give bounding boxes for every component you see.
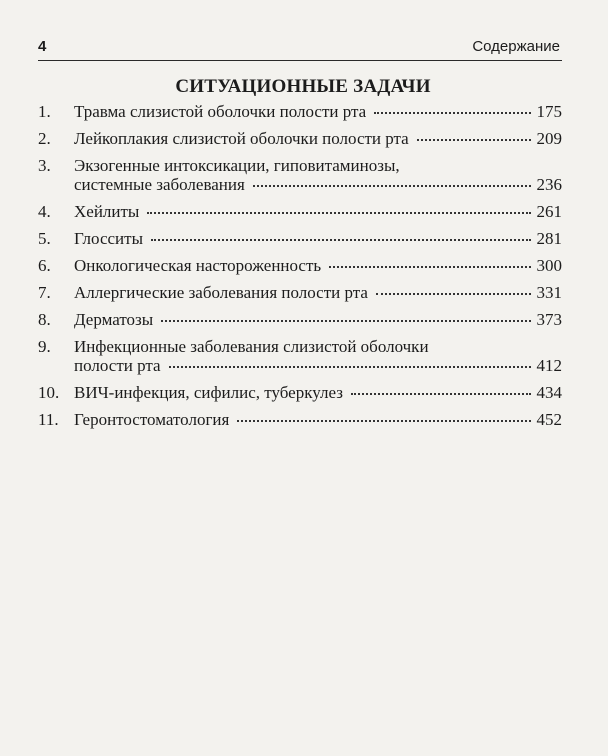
- dot-leader: [253, 185, 531, 187]
- toc-entry-page: 373: [536, 310, 562, 329]
- toc-entry-number: 9.: [38, 337, 51, 356]
- toc-entry-text: Глосситы: [74, 229, 143, 248]
- toc-entry-page: 261: [536, 202, 562, 221]
- running-head: [38, 38, 560, 58]
- toc-entry-text: Лейкоплакия слизистой оболочки полости рта: [74, 129, 409, 148]
- dot-leader: [417, 139, 531, 141]
- toc-entry-number: 5.: [38, 229, 51, 248]
- toc-entry-number: 11.: [38, 410, 59, 429]
- toc-entry-number: 8.: [38, 310, 51, 329]
- toc-entry: [38, 310, 562, 329]
- toc-entry-text: полости рта: [74, 356, 161, 375]
- toc-entry: [38, 283, 562, 302]
- toc-entry-page: 236: [536, 175, 562, 194]
- toc-entry-number: 7.: [38, 283, 51, 302]
- toc-entry-text: Инфекционные заболевания слизистой оболочки: [74, 337, 429, 356]
- dot-leader: [376, 293, 531, 295]
- toc-entry-page: 331: [536, 283, 562, 302]
- dot-leader: [161, 320, 530, 322]
- dot-leader: [169, 366, 531, 368]
- page-number: 4: [38, 38, 47, 55]
- toc-entry: [38, 229, 562, 248]
- toc-entry-page: 175: [536, 102, 562, 121]
- toc-entry-text: Аллергические заболевания полости рта: [74, 283, 368, 302]
- toc-entry: [38, 337, 562, 375]
- toc-entry-page: 434: [536, 383, 562, 402]
- toc-entry: [38, 129, 562, 148]
- dot-leader: [351, 393, 531, 395]
- toc-entry: [38, 410, 562, 429]
- header-rule: [38, 60, 562, 61]
- dot-leader: [329, 266, 530, 268]
- toc-entry-text: Хейлиты: [74, 202, 140, 221]
- toc-entry-number: 2.: [38, 129, 51, 148]
- toc-entry-text: Онкологическая настороженность: [74, 256, 322, 275]
- toc-entry-number: 3.: [38, 156, 51, 175]
- toc-entry-text: Дерматозы: [74, 310, 154, 329]
- toc-entry: [38, 156, 562, 194]
- toc-entry-page: 281: [536, 229, 562, 248]
- dot-leader: [374, 112, 530, 114]
- section-name: Содержание: [472, 38, 560, 55]
- toc-entry-text: ВИЧ-инфекция, сифилис, туберкулез: [74, 383, 343, 402]
- toc-entry: [38, 102, 562, 121]
- toc-entry-number: 6.: [38, 256, 51, 275]
- toc-entry: [38, 256, 562, 275]
- toc-entry-number: 4.: [38, 202, 51, 221]
- toc-entry-text: Травма слизистой оболочки полости рта: [74, 102, 367, 121]
- dot-leader: [147, 212, 530, 214]
- toc-entry-page: 300: [536, 256, 562, 275]
- toc-entry-text: Экзогенные интоксикации, гиповитаминозы,: [74, 156, 400, 175]
- toc-title: СИТУАЦИОННЫЕ ЗАДАЧИ: [175, 76, 431, 97]
- toc-entry-page: 412: [536, 356, 562, 375]
- dot-leader: [151, 239, 531, 241]
- toc-entry: [38, 383, 562, 402]
- toc-entry-number: 1.: [38, 102, 51, 121]
- toc-entry-text: Геронтостоматология: [74, 410, 230, 429]
- table-of-contents: [38, 102, 562, 437]
- toc-entry-text: системные заболевания: [74, 175, 245, 194]
- toc-entry-page: 452: [536, 410, 562, 429]
- dot-leader: [237, 420, 530, 422]
- toc-entry-number: 10.: [38, 383, 60, 402]
- toc-entry: [38, 202, 562, 221]
- toc-entry-page: 209: [536, 129, 562, 148]
